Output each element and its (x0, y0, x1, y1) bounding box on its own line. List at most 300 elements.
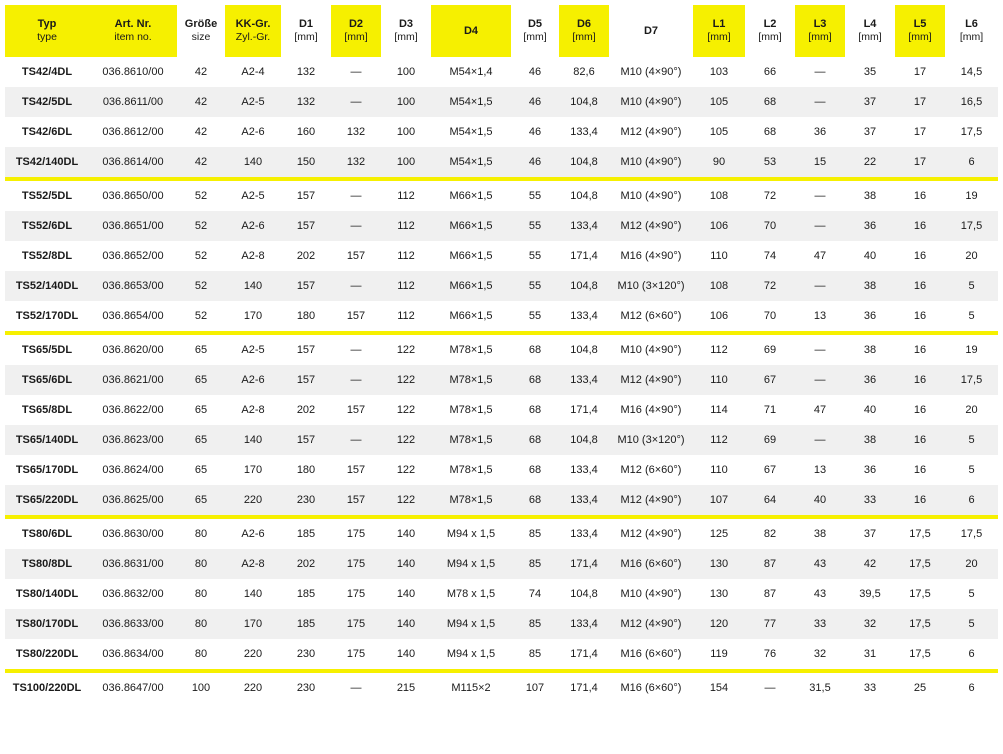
table-cell: 13 (795, 301, 845, 331)
table-cell: M12 (4×90°) (609, 117, 693, 147)
table-cell: 122 (381, 425, 431, 455)
table-cell: 114 (693, 395, 745, 425)
table-cell: M94 x 1,5 (431, 549, 511, 579)
table-cell: 104,8 (559, 271, 609, 301)
table-cell: 105 (693, 87, 745, 117)
table-cell: 100 (381, 117, 431, 147)
table-cell: 132 (331, 147, 381, 177)
table-cell: M10 (4×90°) (609, 181, 693, 211)
table-cell: 70 (745, 211, 795, 241)
table-cell: 16 (895, 365, 945, 395)
table-cell: 122 (381, 335, 431, 365)
column-header-unit: size (191, 31, 211, 43)
table-cell: M12 (4×90°) (609, 211, 693, 241)
column-header-unit: [mm] (808, 31, 832, 43)
table-cell: 68 (511, 485, 559, 515)
table-cell: A2-6 (225, 211, 281, 241)
table-cell: 122 (381, 365, 431, 395)
table-cell: 19 (945, 335, 998, 365)
table-cell: — (795, 87, 845, 117)
table-cell: M66×1,5 (431, 211, 511, 241)
table-cell: A2-6 (225, 365, 281, 395)
table-cell: 85 (511, 609, 559, 639)
table-cell: — (331, 57, 381, 87)
column-header-label: KK-Gr. (235, 18, 271, 30)
type-cell: TS65/6DL (5, 365, 89, 395)
table-cell: 68 (511, 365, 559, 395)
type-cell: TS42/140DL (5, 147, 89, 177)
table-cell: 120 (693, 609, 745, 639)
column-header-unit: [mm] (572, 31, 596, 43)
table-cell: M12 (6×60°) (609, 301, 693, 331)
table-row (5, 181, 998, 211)
table-cell: 104,8 (559, 425, 609, 455)
table-body (5, 57, 998, 703)
table-cell: 14,5 (945, 57, 998, 87)
table-cell: — (795, 425, 845, 455)
table-cell: M78×1,5 (431, 365, 511, 395)
table-cell: 74 (511, 579, 559, 609)
column-header (795, 5, 845, 57)
table-cell: 036.8653/00 (89, 271, 177, 301)
table-cell: 220 (225, 673, 281, 703)
table-cell: M94 x 1,5 (431, 519, 511, 549)
table-cell: 133,4 (559, 211, 609, 241)
table-cell: 52 (177, 271, 225, 301)
table-cell: 16 (895, 301, 945, 331)
column-header-label: L6 (965, 18, 978, 30)
table-cell: 036.8620/00 (89, 335, 177, 365)
table-cell: 106 (693, 301, 745, 331)
table-cell: 33 (845, 485, 895, 515)
column-header (177, 5, 225, 57)
type-cell: TS100/220DL (5, 673, 89, 703)
table-cell: 39,5 (845, 579, 895, 609)
table-cell: 104,8 (559, 579, 609, 609)
table-cell: 17,5 (895, 579, 945, 609)
table-row (5, 335, 998, 365)
table-cell: 16 (895, 271, 945, 301)
table-row (5, 639, 998, 669)
table-cell: M54×1,5 (431, 147, 511, 177)
table-cell: — (331, 335, 381, 365)
column-header-unit: [mm] (908, 31, 932, 43)
table-cell: 5 (945, 609, 998, 639)
column-header (511, 5, 559, 57)
table-cell: 80 (177, 549, 225, 579)
column-header (693, 5, 745, 57)
table-cell: 6 (945, 147, 998, 177)
column-header (5, 5, 89, 57)
table-cell: 185 (281, 579, 331, 609)
table-cell: 68 (745, 87, 795, 117)
table-cell: 16 (895, 335, 945, 365)
table-cell: 036.8611/00 (89, 87, 177, 117)
table-cell: 46 (511, 57, 559, 87)
table-cell: 036.8654/00 (89, 301, 177, 331)
column-header-label: L4 (863, 18, 877, 30)
table-row (5, 57, 998, 87)
table-cell: 17 (895, 57, 945, 87)
table-cell: 17,5 (895, 519, 945, 549)
table-cell: 16 (895, 485, 945, 515)
table-cell: 20 (945, 395, 998, 425)
table-cell: 80 (177, 609, 225, 639)
spec-table (5, 5, 998, 703)
table-cell: M12 (6×60°) (609, 455, 693, 485)
column-header (331, 5, 381, 57)
table-cell: M78×1,5 (431, 335, 511, 365)
table-cell: — (795, 365, 845, 395)
table-cell: 157 (281, 335, 331, 365)
table-cell: 74 (745, 241, 795, 271)
table-cell: 036.8612/00 (89, 117, 177, 147)
table-cell: 43 (795, 549, 845, 579)
table-cell: 38 (845, 335, 895, 365)
table-cell: 100 (381, 147, 431, 177)
table-header (5, 5, 998, 57)
column-header-unit: Zyl.-Gr. (235, 31, 271, 43)
type-cell: TS65/5DL (5, 335, 89, 365)
table-cell: 132 (331, 117, 381, 147)
table-cell: 31,5 (795, 673, 845, 703)
column-header-label: Typ (37, 18, 57, 30)
table-cell: M16 (4×90°) (609, 395, 693, 425)
table-cell: 112 (381, 211, 431, 241)
table-cell: 125 (693, 519, 745, 549)
column-header-label: D7 (643, 24, 659, 37)
table-cell: 130 (693, 549, 745, 579)
table-cell: 140 (225, 425, 281, 455)
table-cell: 133,4 (559, 455, 609, 485)
table-cell: 036.8647/00 (89, 673, 177, 703)
table-cell: 36 (845, 211, 895, 241)
table-cell: 6 (945, 639, 998, 669)
table-cell: M115×2 (431, 673, 511, 703)
table-cell: 87 (745, 549, 795, 579)
table-cell: 133,4 (559, 609, 609, 639)
table-cell: 16 (895, 395, 945, 425)
column-header (381, 5, 431, 57)
type-cell: TS52/5DL (5, 181, 89, 211)
table-cell: 65 (177, 335, 225, 365)
table-cell: 67 (745, 365, 795, 395)
table-cell: M10 (4×90°) (609, 147, 693, 177)
table-cell: 68 (745, 117, 795, 147)
table-row (5, 519, 998, 549)
table-cell: 202 (281, 241, 331, 271)
table-cell: 40 (795, 485, 845, 515)
table-cell: M10 (4×90°) (609, 335, 693, 365)
table-cell: M78 x 1,5 (431, 579, 511, 609)
table-cell: 112 (693, 425, 745, 455)
table-cell: 104,8 (559, 147, 609, 177)
table-cell: 55 (511, 301, 559, 331)
type-cell: TS80/6DL (5, 519, 89, 549)
table-cell: 47 (795, 395, 845, 425)
table-cell: — (795, 335, 845, 365)
table-cell: 20 (945, 241, 998, 271)
table-cell: M12 (4×90°) (609, 519, 693, 549)
type-cell: TS52/170DL (5, 301, 89, 331)
type-cell: TS65/8DL (5, 395, 89, 425)
table-cell: 16 (895, 181, 945, 211)
table-cell: 157 (331, 455, 381, 485)
table-cell: 112 (381, 181, 431, 211)
table-cell: 42 (177, 57, 225, 87)
table-cell: — (795, 181, 845, 211)
table-cell: M94 x 1,5 (431, 639, 511, 669)
table-cell: A2-6 (225, 117, 281, 147)
type-cell: TS42/5DL (5, 87, 89, 117)
type-cell: TS80/220DL (5, 639, 89, 669)
table-cell: 175 (331, 549, 381, 579)
table-cell: 67 (745, 455, 795, 485)
table-cell: M54×1,4 (431, 57, 511, 87)
table-cell: 175 (331, 609, 381, 639)
table-row (5, 365, 998, 395)
table-cell: 122 (381, 395, 431, 425)
table-cell: 64 (745, 485, 795, 515)
table-cell: 157 (281, 181, 331, 211)
table-cell: 170 (225, 301, 281, 331)
type-cell: TS80/140DL (5, 579, 89, 609)
table-cell: 185 (281, 609, 331, 639)
table-cell: A2-5 (225, 87, 281, 117)
table-cell: 17,5 (895, 549, 945, 579)
table-cell: 46 (511, 87, 559, 117)
table-row (5, 609, 998, 639)
column-header-unit: [mm] (959, 31, 984, 43)
table-cell: M12 (4×90°) (609, 485, 693, 515)
column-header-label: D2 (348, 18, 364, 30)
table-cell: M10 (4×90°) (609, 57, 693, 87)
table-cell: — (331, 365, 381, 395)
table-cell: — (795, 271, 845, 301)
table-cell: 82,6 (559, 57, 609, 87)
table-cell: — (331, 181, 381, 211)
table-cell: — (331, 211, 381, 241)
table-cell: 108 (693, 271, 745, 301)
table-cell: — (331, 673, 381, 703)
table-cell: 17,5 (945, 211, 998, 241)
table-cell: 150 (281, 147, 331, 177)
table-cell: 17,5 (945, 365, 998, 395)
table-cell: 36 (845, 301, 895, 331)
table-cell: 104,8 (559, 335, 609, 365)
table-cell: 119 (693, 639, 745, 669)
table-row (5, 241, 998, 271)
table-cell: A2-8 (225, 549, 281, 579)
table-cell: 130 (693, 579, 745, 609)
table-cell: 100 (177, 673, 225, 703)
type-cell: TS65/170DL (5, 455, 89, 485)
table-cell: 157 (331, 241, 381, 271)
table-cell: 36 (845, 365, 895, 395)
table-cell: 68 (511, 335, 559, 365)
type-cell: TS42/6DL (5, 117, 89, 147)
table-cell: 65 (177, 485, 225, 515)
type-cell: TS65/140DL (5, 425, 89, 455)
table-cell: 5 (945, 271, 998, 301)
table-cell: 38 (845, 271, 895, 301)
column-header-unit: [mm] (344, 31, 368, 43)
table-cell: 230 (281, 485, 331, 515)
column-header-label: L1 (712, 18, 726, 30)
column-header-label: L3 (813, 18, 827, 30)
column-header (745, 5, 795, 57)
table-cell: 16,5 (945, 87, 998, 117)
table-cell: 85 (511, 519, 559, 549)
table-cell: M16 (6×60°) (609, 673, 693, 703)
table-cell: 133,4 (559, 365, 609, 395)
table-cell: 157 (281, 211, 331, 241)
table-row (5, 301, 998, 331)
table-row (5, 395, 998, 425)
column-header-label: Art. Nr. (114, 18, 152, 30)
table-cell: 100 (381, 87, 431, 117)
column-header (845, 5, 895, 57)
table-cell: 140 (381, 549, 431, 579)
table-cell: 90 (693, 147, 745, 177)
column-header-unit: [mm] (707, 31, 731, 43)
table-cell: 42 (845, 549, 895, 579)
table-cell: 036.8623/00 (89, 425, 177, 455)
table-cell: 37 (845, 519, 895, 549)
column-header (281, 5, 331, 57)
table-cell: 68 (511, 455, 559, 485)
table-cell: 20 (945, 549, 998, 579)
header-row (5, 5, 998, 57)
table-cell: 52 (177, 241, 225, 271)
table-cell: 110 (693, 365, 745, 395)
table-cell: M66×1,5 (431, 241, 511, 271)
table-cell: 180 (281, 301, 331, 331)
table-cell: — (331, 271, 381, 301)
table-cell: 68 (511, 425, 559, 455)
table-cell: 5 (945, 301, 998, 331)
table-cell: 5 (945, 455, 998, 485)
table-cell: — (745, 673, 795, 703)
table-cell: A2-8 (225, 395, 281, 425)
table-cell: 112 (381, 271, 431, 301)
table-cell: 35 (845, 57, 895, 87)
table-cell: 52 (177, 181, 225, 211)
table-cell: 105 (693, 117, 745, 147)
table-cell: 65 (177, 455, 225, 485)
table-cell: 15 (795, 147, 845, 177)
table-cell: M54×1,5 (431, 117, 511, 147)
table-row (5, 455, 998, 485)
table-cell: 171,4 (559, 639, 609, 669)
table-cell: 036.8630/00 (89, 519, 177, 549)
table-cell: 55 (511, 211, 559, 241)
table-cell: 140 (381, 639, 431, 669)
column-header (225, 5, 281, 57)
table-cell: 6 (945, 673, 998, 703)
table-cell: 157 (331, 301, 381, 331)
table-cell: 17,5 (945, 117, 998, 147)
column-header (431, 5, 511, 57)
table-cell: 46 (511, 117, 559, 147)
table-cell: 112 (381, 241, 431, 271)
table-cell: 70 (745, 301, 795, 331)
table-cell: 31 (845, 639, 895, 669)
table-cell: 171,4 (559, 241, 609, 271)
table-cell: A2-6 (225, 519, 281, 549)
table-cell: 140 (225, 271, 281, 301)
table-cell: M66×1,5 (431, 301, 511, 331)
table-cell: 33 (795, 609, 845, 639)
table-row (5, 271, 998, 301)
table-cell: 175 (331, 579, 381, 609)
table-cell: M16 (6×60°) (609, 639, 693, 669)
table-cell: 110 (693, 241, 745, 271)
table-cell: 17 (895, 147, 945, 177)
column-header-label: D1 (298, 18, 314, 30)
table-cell: 38 (795, 519, 845, 549)
table-cell: 157 (331, 395, 381, 425)
table-cell: 180 (281, 455, 331, 485)
table-cell: 036.8632/00 (89, 579, 177, 609)
table-cell: 32 (845, 609, 895, 639)
table-cell: 16 (895, 241, 945, 271)
table-cell: 140 (381, 519, 431, 549)
column-header (945, 5, 998, 57)
table-cell: 17,5 (895, 609, 945, 639)
table-cell: M94 x 1,5 (431, 609, 511, 639)
table-cell: 036.8622/00 (89, 395, 177, 425)
table-cell: 157 (281, 425, 331, 455)
type-cell: TS52/6DL (5, 211, 89, 241)
table-cell: 036.8634/00 (89, 639, 177, 669)
table-cell: 52 (177, 301, 225, 331)
table-cell: 106 (693, 211, 745, 241)
table-cell: 036.8610/00 (89, 57, 177, 87)
table-cell: 6 (945, 485, 998, 515)
table-cell: M16 (4×90°) (609, 241, 693, 271)
table-cell: 122 (381, 455, 431, 485)
type-cell: TS52/8DL (5, 241, 89, 271)
table-cell: 85 (511, 549, 559, 579)
table-cell: 157 (281, 365, 331, 395)
column-header (89, 5, 177, 57)
column-header-unit: [mm] (294, 31, 318, 43)
table-cell: 140 (225, 147, 281, 177)
table-cell: 110 (693, 455, 745, 485)
table-cell: 82 (745, 519, 795, 549)
table-cell: 71 (745, 395, 795, 425)
table-cell: 46 (511, 147, 559, 177)
table-cell: 32 (795, 639, 845, 669)
table-cell: 160 (281, 117, 331, 147)
table-cell: M16 (6×60°) (609, 549, 693, 579)
column-header-unit: [mm] (523, 31, 547, 43)
table-cell: 33 (845, 673, 895, 703)
table-cell: A2-8 (225, 241, 281, 271)
column-header (559, 5, 609, 57)
type-cell: TS65/220DL (5, 485, 89, 515)
table-cell: 140 (225, 579, 281, 609)
table-cell: 68 (511, 395, 559, 425)
type-cell: TS80/8DL (5, 549, 89, 579)
table-cell: 80 (177, 639, 225, 669)
table-cell: 17,5 (945, 519, 998, 549)
table-cell: 104,8 (559, 87, 609, 117)
table-cell: 53 (745, 147, 795, 177)
table-cell: 55 (511, 181, 559, 211)
table-cell: 036.8614/00 (89, 147, 177, 177)
